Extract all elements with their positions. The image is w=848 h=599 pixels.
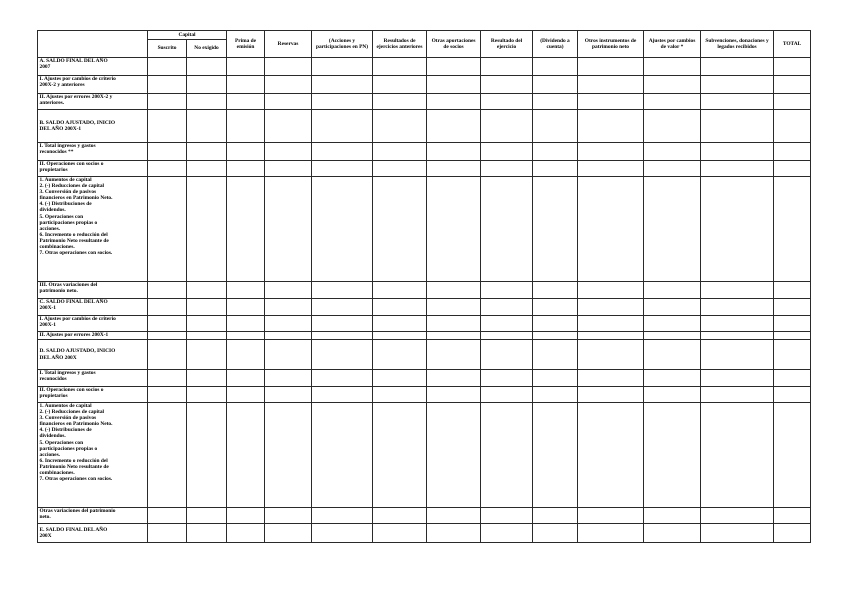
empty-cell xyxy=(533,94,578,110)
empty-cell xyxy=(701,370,774,387)
row-label: 1. Aumentos de capital 2. (-) Reducciones de capital 3. Conversión de pasivos financieros en Patrimonio Neto. 4. (-) Distribuciones de dividendos. 5. Operaciones con participaciones propias o acciones. 6. Incremento o reducción del Patrimonio Neto resultante de combinaciones. 7. Otras operaciones con socios. xyxy=(38,403,148,508)
row-label: D. SALDO AJUSTADO, INICIO DEL AÑO 200X xyxy=(38,340,148,370)
empty-cell xyxy=(774,387,811,403)
empty-cell xyxy=(373,76,427,94)
empty-cell xyxy=(578,58,644,76)
empty-cell xyxy=(265,387,312,403)
empty-cell xyxy=(533,508,578,524)
empty-cell xyxy=(312,177,373,282)
empty-cell xyxy=(644,177,701,282)
empty-cell xyxy=(373,508,427,524)
empty-cell xyxy=(774,508,811,524)
table-row xyxy=(38,76,811,94)
empty-cell xyxy=(148,403,187,508)
empty-cell xyxy=(187,340,227,370)
empty-cell xyxy=(701,524,774,543)
equity-statement-sheet xyxy=(37,30,810,543)
empty-cell xyxy=(701,316,774,332)
empty-cell xyxy=(148,76,187,94)
empty-cell xyxy=(578,282,644,299)
empty-cell xyxy=(644,94,701,110)
row-label: 1. Aumentos de capital 2. (-) Reducciones de capital 3. Conversión de pasivos financieros en Patrimonio Neto. 4. (-) Distribuciones de dividendos. 5. Operaciones con participaciones propias o acciones. 6. Incremento o reducción del Patrimonio Neto resultante de combinaciones. 7. Otras operaciones con socios. xyxy=(38,177,148,282)
empty-cell xyxy=(265,58,312,76)
empty-cell xyxy=(701,143,774,161)
empty-cell xyxy=(427,143,481,161)
empty-cell xyxy=(227,316,265,332)
empty-cell xyxy=(187,316,227,332)
empty-cell xyxy=(265,508,312,524)
empty-cell xyxy=(481,110,533,143)
empty-cell xyxy=(578,316,644,332)
empty-cell xyxy=(644,110,701,143)
table-row xyxy=(38,58,811,76)
empty-cell xyxy=(187,508,227,524)
empty-cell xyxy=(578,76,644,94)
table-row xyxy=(38,299,811,316)
empty-cell xyxy=(148,524,187,543)
empty-cell xyxy=(533,387,578,403)
empty-cell xyxy=(312,143,373,161)
empty-cell xyxy=(187,299,227,316)
empty-cell xyxy=(533,370,578,387)
empty-cell xyxy=(148,316,187,332)
empty-cell xyxy=(373,94,427,110)
row-label: B. SALDO AJUSTADO, INICIO DEL AÑO 200X-1 xyxy=(38,110,148,143)
empty-cell xyxy=(373,143,427,161)
empty-cell xyxy=(187,161,227,177)
empty-cell xyxy=(187,332,227,340)
empty-cell xyxy=(774,76,811,94)
header-otras-aportaciones: Otras aportaciones de socios xyxy=(427,31,481,58)
empty-cell xyxy=(187,524,227,543)
header-ajustes-valor: Ajustes por cambios de valor * xyxy=(644,31,701,58)
empty-cell xyxy=(533,316,578,332)
empty-cell xyxy=(427,94,481,110)
table-row xyxy=(38,508,811,524)
empty-cell xyxy=(774,403,811,508)
header-subvenciones: Subvenciones, donaciones y legados recibidos xyxy=(701,31,774,58)
empty-cell xyxy=(373,524,427,543)
empty-cell xyxy=(774,282,811,299)
empty-cell xyxy=(774,161,811,177)
empty-cell xyxy=(227,524,265,543)
empty-cell xyxy=(481,282,533,299)
empty-cell xyxy=(227,161,265,177)
empty-cell xyxy=(312,340,373,370)
empty-cell xyxy=(227,76,265,94)
empty-cell xyxy=(427,508,481,524)
empty-cell xyxy=(427,177,481,282)
empty-cell xyxy=(148,58,187,76)
row-label: A. SALDO FINAL DEL AÑO 2007 xyxy=(38,58,148,76)
empty-cell xyxy=(774,177,811,282)
empty-cell xyxy=(578,299,644,316)
empty-cell xyxy=(644,58,701,76)
empty-cell xyxy=(265,94,312,110)
empty-cell xyxy=(373,340,427,370)
empty-cell xyxy=(774,94,811,110)
empty-cell xyxy=(312,508,373,524)
table-row xyxy=(38,177,811,282)
empty-cell xyxy=(701,387,774,403)
header-dividendo-cuenta: (Dividendo a cuenta) xyxy=(533,31,578,58)
empty-cell xyxy=(265,340,312,370)
empty-cell xyxy=(578,143,644,161)
empty-cell xyxy=(533,282,578,299)
empty-cell xyxy=(701,177,774,282)
empty-cell xyxy=(148,340,187,370)
header-no-exigido: No exigido xyxy=(187,40,227,58)
empty-cell xyxy=(427,282,481,299)
empty-cell xyxy=(701,76,774,94)
empty-cell xyxy=(187,94,227,110)
empty-cell xyxy=(481,403,533,508)
empty-cell xyxy=(481,370,533,387)
empty-cell xyxy=(533,76,578,94)
empty-cell xyxy=(578,370,644,387)
empty-cell xyxy=(644,370,701,387)
empty-cell xyxy=(187,76,227,94)
table-row xyxy=(38,332,811,340)
empty-cell xyxy=(481,58,533,76)
empty-cell xyxy=(265,316,312,332)
empty-cell xyxy=(533,524,578,543)
empty-cell xyxy=(701,58,774,76)
empty-cell xyxy=(265,403,312,508)
empty-cell xyxy=(481,332,533,340)
header-acciones-propias: (Acciones y participaciones en PN) xyxy=(312,31,373,58)
empty-cell xyxy=(644,524,701,543)
empty-cell xyxy=(187,58,227,76)
table-row xyxy=(38,143,811,161)
empty-cell xyxy=(701,161,774,177)
empty-cell xyxy=(227,143,265,161)
empty-cell xyxy=(312,370,373,387)
row-label: I. Ajustes por cambios de criterio 200X-1 xyxy=(38,316,148,332)
empty-cell xyxy=(427,340,481,370)
row-label: E. SALDO FINAL DEL AÑO 200X xyxy=(38,524,148,543)
empty-cell xyxy=(373,110,427,143)
empty-cell xyxy=(265,177,312,282)
row-label: Otras variaciones del patrimonio neto. xyxy=(38,508,148,524)
empty-cell xyxy=(427,524,481,543)
empty-cell xyxy=(265,332,312,340)
empty-cell xyxy=(533,143,578,161)
empty-cell xyxy=(774,58,811,76)
empty-cell xyxy=(148,370,187,387)
empty-cell xyxy=(481,161,533,177)
empty-cell xyxy=(701,110,774,143)
empty-cell xyxy=(774,340,811,370)
empty-cell xyxy=(533,177,578,282)
empty-cell xyxy=(373,332,427,340)
empty-cell xyxy=(148,387,187,403)
empty-cell xyxy=(265,143,312,161)
empty-cell xyxy=(644,403,701,508)
empty-cell xyxy=(373,177,427,282)
row-label: II. Operaciones con socios o propietarios xyxy=(38,161,148,177)
empty-cell xyxy=(644,316,701,332)
row-label: I. Ajustes por cambios de criterio 200X-2 y anteriores xyxy=(38,76,148,94)
empty-cell xyxy=(481,177,533,282)
row-label: II. Ajustes por errores 200X-1 xyxy=(38,332,148,340)
table-row xyxy=(38,387,811,403)
empty-cell xyxy=(427,403,481,508)
empty-cell xyxy=(265,161,312,177)
empty-cell xyxy=(701,282,774,299)
header-resultado-ejercicio: Resultado del ejercicio xyxy=(481,31,533,58)
empty-cell xyxy=(265,110,312,143)
empty-cell xyxy=(481,508,533,524)
header-label-corner xyxy=(38,31,148,58)
empty-cell xyxy=(312,299,373,316)
empty-cell xyxy=(481,94,533,110)
empty-cell xyxy=(312,161,373,177)
empty-cell xyxy=(148,282,187,299)
empty-cell xyxy=(644,143,701,161)
empty-cell xyxy=(265,370,312,387)
empty-cell xyxy=(427,58,481,76)
header-capital-group: Capital xyxy=(148,31,227,40)
empty-cell xyxy=(427,76,481,94)
empty-cell xyxy=(265,282,312,299)
empty-cell xyxy=(578,94,644,110)
empty-cell xyxy=(227,282,265,299)
empty-cell xyxy=(701,332,774,340)
empty-cell xyxy=(427,387,481,403)
empty-cell xyxy=(533,58,578,76)
header-reservas: Reservas xyxy=(265,31,312,58)
empty-cell xyxy=(578,161,644,177)
row-label: C. SALDO FINAL DEL AÑO 200X-1 xyxy=(38,299,148,316)
table-row xyxy=(38,316,811,332)
empty-cell xyxy=(227,508,265,524)
empty-cell xyxy=(227,94,265,110)
empty-cell xyxy=(373,58,427,76)
empty-cell xyxy=(227,332,265,340)
empty-cell xyxy=(187,177,227,282)
row-label: I. Total ingresos y gastos reconocidos ** xyxy=(38,143,148,161)
empty-cell xyxy=(187,403,227,508)
empty-cell xyxy=(312,316,373,332)
empty-cell xyxy=(265,524,312,543)
table-row xyxy=(38,524,811,543)
empty-cell xyxy=(578,340,644,370)
header-otros-instrumentos: Otros instrumentos de patrimonio neto xyxy=(578,31,644,58)
empty-cell xyxy=(265,299,312,316)
empty-cell xyxy=(373,370,427,387)
empty-cell xyxy=(227,403,265,508)
empty-cell xyxy=(533,161,578,177)
empty-cell xyxy=(148,508,187,524)
empty-cell xyxy=(187,387,227,403)
empty-cell xyxy=(533,332,578,340)
empty-cell xyxy=(578,332,644,340)
empty-cell xyxy=(373,316,427,332)
empty-cell xyxy=(227,177,265,282)
empty-cell xyxy=(427,332,481,340)
empty-cell xyxy=(312,524,373,543)
empty-cell xyxy=(312,58,373,76)
empty-cell xyxy=(148,143,187,161)
empty-cell xyxy=(774,316,811,332)
empty-cell xyxy=(644,508,701,524)
empty-cell xyxy=(533,403,578,508)
empty-cell xyxy=(265,76,312,94)
row-label: II. Operaciones con socios o propietarios xyxy=(38,387,148,403)
empty-cell xyxy=(533,299,578,316)
empty-cell xyxy=(148,177,187,282)
empty-cell xyxy=(148,110,187,143)
empty-cell xyxy=(427,370,481,387)
table-row xyxy=(38,110,811,143)
equity-changes-table xyxy=(37,30,811,543)
empty-cell xyxy=(312,110,373,143)
empty-cell xyxy=(701,299,774,316)
empty-cell xyxy=(312,282,373,299)
empty-cell xyxy=(578,508,644,524)
empty-cell xyxy=(373,403,427,508)
empty-cell xyxy=(227,110,265,143)
empty-cell xyxy=(774,332,811,340)
empty-cell xyxy=(774,110,811,143)
empty-cell xyxy=(427,299,481,316)
empty-cell xyxy=(481,340,533,370)
empty-cell xyxy=(701,403,774,508)
empty-cell xyxy=(227,340,265,370)
empty-cell xyxy=(312,76,373,94)
empty-cell xyxy=(578,177,644,282)
empty-cell xyxy=(774,370,811,387)
header-prima-emision: Prima de emisión xyxy=(227,31,265,58)
empty-cell xyxy=(533,110,578,143)
empty-cell xyxy=(312,387,373,403)
empty-cell xyxy=(373,282,427,299)
empty-cell xyxy=(148,161,187,177)
empty-cell xyxy=(187,282,227,299)
table-row xyxy=(38,94,811,110)
empty-cell xyxy=(481,76,533,94)
empty-cell xyxy=(578,403,644,508)
table-row xyxy=(38,161,811,177)
empty-cell xyxy=(644,332,701,340)
empty-cell xyxy=(701,340,774,370)
empty-cell xyxy=(148,332,187,340)
empty-cell xyxy=(701,94,774,110)
empty-cell xyxy=(427,316,481,332)
empty-cell xyxy=(701,508,774,524)
empty-cell xyxy=(644,76,701,94)
empty-cell xyxy=(427,110,481,143)
empty-cell xyxy=(481,143,533,161)
empty-cell xyxy=(373,299,427,316)
row-label: I. Total ingresos y gastos reconocidos xyxy=(38,370,148,387)
empty-cell xyxy=(227,58,265,76)
empty-cell xyxy=(481,316,533,332)
empty-cell xyxy=(312,332,373,340)
empty-cell xyxy=(481,524,533,543)
header-suscrito: Suscrito xyxy=(148,40,187,58)
empty-cell xyxy=(187,370,227,387)
empty-cell xyxy=(481,299,533,316)
empty-cell xyxy=(644,299,701,316)
empty-cell xyxy=(312,94,373,110)
empty-cell xyxy=(187,110,227,143)
header-total: TOTAL xyxy=(774,31,811,58)
row-label: II. Ajustes por errores 200X-2 y anteriores. xyxy=(38,94,148,110)
empty-cell xyxy=(187,143,227,161)
empty-cell xyxy=(578,387,644,403)
empty-cell xyxy=(644,340,701,370)
empty-cell xyxy=(227,370,265,387)
empty-cell xyxy=(312,403,373,508)
row-label: III. Otras variaciones del patrimonio neto. xyxy=(38,282,148,299)
table-row xyxy=(38,403,811,508)
empty-cell xyxy=(578,524,644,543)
empty-cell xyxy=(373,387,427,403)
empty-cell xyxy=(481,387,533,403)
empty-cell xyxy=(427,161,481,177)
table-row xyxy=(38,370,811,387)
table-row xyxy=(38,282,811,299)
empty-cell xyxy=(148,94,187,110)
empty-cell xyxy=(644,161,701,177)
empty-cell xyxy=(148,299,187,316)
empty-cell xyxy=(227,387,265,403)
empty-cell xyxy=(774,143,811,161)
empty-cell xyxy=(533,340,578,370)
table-row xyxy=(38,340,811,370)
empty-cell xyxy=(774,299,811,316)
header-resultados-anteriores: Resultados de ejercicios anteriores xyxy=(373,31,427,58)
empty-cell xyxy=(644,387,701,403)
empty-cell xyxy=(644,282,701,299)
empty-cell xyxy=(373,161,427,177)
empty-cell xyxy=(774,524,811,543)
empty-cell xyxy=(227,299,265,316)
empty-cell xyxy=(578,110,644,143)
